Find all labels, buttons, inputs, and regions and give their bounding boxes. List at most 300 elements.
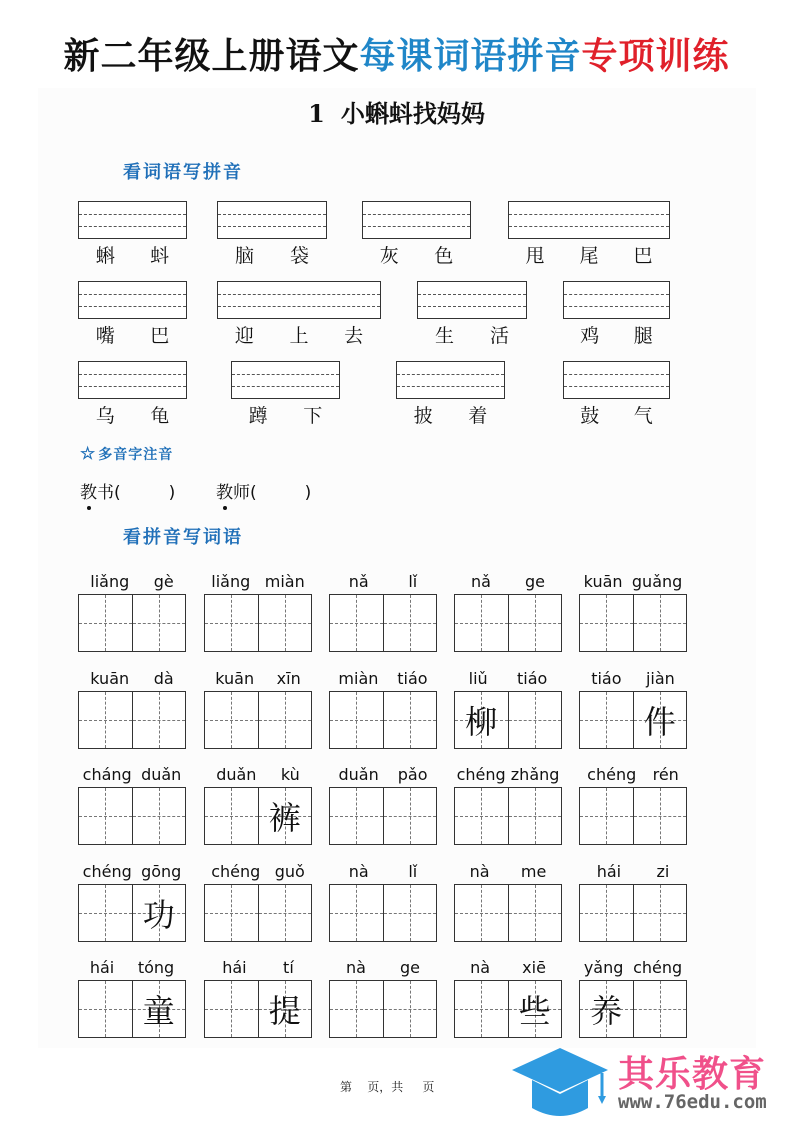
tianzige-grid (329, 884, 437, 942)
hint-character: 童 (142, 992, 175, 1030)
word-char: 上 (289, 325, 309, 347)
character-cell[interactable] (330, 692, 383, 748)
pinyin-syllable: gè (153, 572, 174, 591)
pinyin-syllable: dà (153, 669, 174, 688)
pinyin-label (204, 958, 312, 980)
character-cell[interactable] (79, 788, 132, 844)
word-char: 气 (633, 405, 653, 427)
guide-line (363, 214, 470, 215)
character-cell[interactable] (79, 595, 132, 651)
word-label (78, 241, 187, 268)
hint-character (509, 692, 562, 748)
character-cell[interactable] (455, 981, 508, 1037)
hint-character (259, 885, 312, 941)
title-part-training: 专项训练 (581, 36, 730, 77)
character-cell[interactable] (258, 885, 312, 941)
hint-character (79, 692, 132, 748)
guide-line (79, 374, 186, 375)
hint-character (384, 981, 437, 1037)
hint-character (205, 788, 258, 844)
word-char: 去 (344, 325, 364, 347)
tianzige-grid (579, 980, 687, 1038)
word-char: 鸡 (580, 325, 600, 347)
pinyin-syllable: kù (280, 765, 300, 784)
character-cell[interactable] (205, 981, 258, 1037)
tianzige-grid (204, 787, 312, 845)
word-label (563, 321, 670, 348)
word-char: 脑 (234, 245, 254, 267)
pinyin-word-item (329, 669, 437, 749)
word-label (78, 321, 187, 348)
word-char: 下 (303, 405, 323, 427)
word-label (78, 401, 187, 428)
guide-line (418, 294, 526, 295)
hint-character (455, 595, 508, 651)
hint-character (634, 788, 687, 844)
pinyin-word-item (78, 572, 186, 652)
polyphone-item (80, 478, 175, 503)
pinyin-syllable: xīn (276, 669, 301, 688)
tianzige-grid (579, 787, 687, 845)
pinyin-syllable: nǎ (471, 572, 491, 591)
pinyin-word-item (78, 862, 186, 942)
pinyin-word-item (579, 572, 687, 652)
tianzige-grid (204, 594, 312, 652)
guide-line (397, 386, 504, 387)
character-cell[interactable] (633, 595, 687, 651)
guide-line (564, 294, 669, 295)
word-label (362, 241, 471, 268)
character-cell[interactable] (508, 692, 562, 748)
lesson-title (0, 94, 793, 129)
pinyin-syllable: ge (399, 958, 420, 977)
hint-character: 养 (590, 992, 623, 1030)
character-cell[interactable] (580, 595, 633, 651)
pinyin-answer-box[interactable] (217, 201, 327, 239)
pinyin-syllable: xiē (522, 958, 546, 977)
pinyin-syllable: duǎn (338, 765, 379, 784)
hint-character (79, 885, 132, 941)
pinyin-syllable: nà (348, 862, 369, 881)
hint-character: 提 (268, 992, 301, 1030)
guide-line (218, 294, 380, 295)
pinyin-syllable: rén (652, 765, 679, 784)
word-label (231, 401, 340, 428)
pinyin-word-item (78, 765, 186, 845)
pinyin-label (78, 765, 186, 787)
pinyin-word-item (329, 765, 437, 845)
hint-character (133, 788, 186, 844)
guide-line (397, 374, 504, 375)
pinyin-syllable: me (520, 862, 547, 881)
tianzige-grid (78, 594, 186, 652)
pinyin-syllable: tiáo (591, 669, 622, 688)
hint-character (330, 595, 383, 651)
word-char: 袋 (289, 245, 309, 267)
pinyin-label (454, 958, 562, 980)
tianzige-grid (204, 691, 312, 749)
guide-line (79, 294, 186, 295)
title-part-grade: 新二年级上册语文 (63, 36, 360, 77)
pinyin-answer-box[interactable] (362, 201, 471, 239)
guide-line (509, 226, 669, 227)
pinyin-syllable: miàn (338, 669, 379, 688)
guide-line (79, 386, 186, 387)
character-cell[interactable] (205, 788, 258, 844)
pinyin-label (454, 765, 562, 787)
word-char: 灰 (379, 245, 399, 267)
pinyin-syllable: zhǎng (510, 765, 560, 784)
guide-line (363, 226, 470, 227)
dotted-char: 教 (216, 483, 233, 503)
character-cell[interactable] (508, 981, 562, 1037)
hint-character (330, 981, 383, 1037)
word-char: 巴 (150, 325, 170, 347)
character-cell[interactable] (132, 692, 186, 748)
hint-character (205, 885, 258, 941)
pinyin-label (454, 862, 562, 884)
pinyin-syllable: nà (469, 862, 490, 881)
polyphone-word-rest: 书 (97, 483, 114, 503)
polyphone-item (216, 478, 311, 503)
pinyin-label (329, 765, 437, 787)
pinyin-word-item (204, 669, 312, 749)
hint-character (509, 885, 562, 941)
pinyin-word-item (454, 958, 562, 1038)
hint-character (79, 981, 132, 1037)
character-cell[interactable] (330, 885, 383, 941)
character-cell[interactable] (132, 595, 186, 651)
character-cell[interactable] (383, 981, 437, 1037)
pinyin-label (579, 669, 687, 691)
pinyin-label (329, 958, 437, 980)
pinyin-word-item (329, 958, 437, 1038)
pinyin-label (329, 572, 437, 594)
hint-character (634, 981, 687, 1037)
character-cell[interactable] (79, 885, 132, 941)
pinyin-answer-box[interactable] (78, 201, 187, 239)
hint-character: 柳 (465, 703, 498, 741)
tianzige-grid (454, 884, 562, 942)
hint-character (205, 981, 258, 1037)
pinyin-label (454, 669, 562, 691)
tianzige-grid (454, 691, 562, 749)
word-char: 生 (434, 325, 454, 347)
pinyin-syllable: ge (524, 572, 545, 591)
character-cell[interactable] (79, 981, 132, 1037)
pinyin-word-item (454, 669, 562, 749)
guide-line (232, 386, 339, 387)
word-char: 甩 (525, 245, 545, 267)
guide-line (218, 306, 380, 307)
pinyin-syllable: guǎng (631, 572, 683, 591)
tianzige-grid (78, 691, 186, 749)
character-cell[interactable] (330, 788, 383, 844)
pinyin-syllable: liǎng (90, 572, 130, 591)
hint-character (384, 788, 437, 844)
dotted-char: 教 (80, 483, 97, 503)
word-char: 蹲 (248, 405, 268, 427)
character-cell[interactable] (633, 885, 687, 941)
pinyin-word-item (454, 765, 562, 845)
character-cell[interactable] (258, 595, 312, 651)
character-cell[interactable] (455, 788, 508, 844)
brand-name: 其乐教育 (618, 1054, 767, 1095)
word-label (417, 321, 527, 348)
hint-character (509, 595, 562, 651)
guide-line (79, 214, 186, 215)
tianzige-grid (78, 884, 186, 942)
word-label (217, 321, 381, 348)
pinyin-label (78, 862, 186, 884)
pinyin-syllable: chéng (456, 765, 506, 784)
guide-line (79, 226, 186, 227)
pinyin-label (579, 572, 687, 594)
character-cell[interactable] (383, 692, 437, 748)
character-cell[interactable] (258, 692, 312, 748)
close-paren: ) (168, 483, 176, 503)
pinyin-syllable: kuān (583, 572, 623, 591)
pinyin-syllable: guǒ (274, 862, 305, 881)
word-char: 色 (434, 245, 454, 267)
word-char: 蚪 (150, 245, 170, 267)
pinyin-word-item (329, 862, 437, 942)
pinyin-label (78, 572, 186, 594)
hint-character (455, 981, 508, 1037)
hint-character: 裤 (268, 799, 301, 837)
word-char: 尾 (579, 245, 599, 267)
pinyin-answer-box[interactable] (417, 281, 527, 319)
section-heading-polyphone (80, 444, 173, 464)
pinyin-label (329, 862, 437, 884)
tianzige-grid (329, 594, 437, 652)
close-paren: ) (304, 483, 312, 503)
word-char: 巴 (633, 245, 653, 267)
character-cell[interactable] (580, 692, 633, 748)
pinyin-syllable: lǐ (408, 862, 418, 881)
word-char: 着 (468, 405, 488, 427)
pinyin-syllable: duǎn (216, 765, 257, 784)
tianzige-grid (579, 884, 687, 942)
pinyin-answer-box[interactable] (396, 361, 505, 399)
pinyin-label (204, 765, 312, 787)
pinyin-answer-box[interactable] (78, 281, 187, 319)
word-char: 蝌 (95, 245, 115, 267)
hint-character (455, 885, 508, 941)
hint-character (330, 885, 383, 941)
pinyin-syllable: chéng (211, 862, 261, 881)
guide-line (79, 306, 186, 307)
pinyin-word-item (454, 862, 562, 942)
pinyin-syllable: kuān (215, 669, 255, 688)
hint-character (634, 595, 687, 651)
star-icon: ☆ (80, 444, 97, 464)
pinyin-syllable: duǎn (141, 765, 182, 784)
pinyin-syllable: tóng (137, 958, 175, 977)
hint-character (133, 692, 186, 748)
guide-line (418, 306, 526, 307)
guide-line (564, 306, 669, 307)
section-heading-words-to-pinyin: 看词语写拼音 (123, 162, 243, 183)
pinyin-label (454, 572, 562, 594)
tianzige-grid (579, 691, 687, 749)
pinyin-syllable: gōng (141, 862, 182, 881)
tianzige-grid (454, 980, 562, 1038)
pinyin-word-item (454, 572, 562, 652)
pinyin-syllable: jiàn (645, 669, 675, 688)
character-cell[interactable] (258, 981, 312, 1037)
pinyin-word-item (78, 958, 186, 1038)
hint-character (580, 692, 633, 748)
word-label (508, 241, 670, 268)
word-label (217, 241, 327, 268)
open-paren: ( (114, 483, 121, 503)
hint-character (455, 788, 508, 844)
character-cell[interactable] (205, 692, 258, 748)
pinyin-word-item (204, 958, 312, 1038)
section-heading-pinyin-to-words: 看拼音写词语 (123, 527, 243, 548)
hint-character (79, 595, 132, 651)
character-cell[interactable] (258, 788, 312, 844)
hint-character (384, 885, 437, 941)
hint-character (259, 595, 312, 651)
graduation-cap-icon (510, 1046, 610, 1120)
word-char: 嘴 (95, 325, 115, 347)
word-char: 鼓 (580, 405, 600, 427)
character-cell[interactable] (633, 981, 687, 1037)
guide-line (218, 214, 326, 215)
tianzige-grid (329, 980, 437, 1038)
pinyin-answer-box[interactable] (508, 201, 670, 239)
word-char: 腿 (633, 325, 653, 347)
pinyin-syllable: zi (656, 862, 670, 881)
character-cell[interactable] (383, 885, 437, 941)
brand-watermark (510, 1044, 793, 1122)
pinyin-syllable: chéng (587, 765, 637, 784)
character-cell[interactable] (580, 981, 633, 1037)
tianzige-grid (454, 787, 562, 845)
character-cell[interactable] (455, 595, 508, 651)
pinyin-label (78, 958, 186, 980)
pinyin-word-item (579, 958, 687, 1038)
pinyin-syllable: nà (470, 958, 491, 977)
guide-line (564, 374, 669, 375)
pinyin-syllable: liǔ (468, 669, 488, 688)
pinyin-answer-box[interactable] (563, 361, 670, 399)
character-cell[interactable] (330, 595, 383, 651)
hint-character (509, 788, 562, 844)
pinyin-label (204, 862, 312, 884)
pinyin-answer-box[interactable] (563, 281, 670, 319)
pinyin-word-item (579, 669, 687, 749)
character-cell[interactable] (383, 595, 437, 651)
hint-character: 些 (518, 992, 551, 1030)
character-cell[interactable] (205, 885, 258, 941)
character-cell[interactable] (508, 788, 562, 844)
character-cell[interactable] (132, 885, 186, 941)
hint-character (205, 692, 258, 748)
pinyin-syllable: pǎo (397, 765, 428, 784)
lesson-name: 小蝌蚪找妈妈 (340, 99, 485, 128)
pinyin-answer-box[interactable] (78, 361, 187, 399)
lesson-number: 1 (308, 99, 325, 128)
hint-character (384, 595, 437, 651)
character-cell[interactable] (633, 692, 687, 748)
tianzige-grid (579, 594, 687, 652)
character-cell[interactable] (455, 692, 508, 748)
polyphone-heading-text: 多音字注音 (98, 447, 174, 463)
pinyin-word-item (204, 862, 312, 942)
character-cell[interactable] (508, 595, 562, 651)
character-cell[interactable] (455, 885, 508, 941)
tianzige-grid (78, 787, 186, 845)
character-cell[interactable] (205, 595, 258, 651)
guide-line (232, 374, 339, 375)
pinyin-label (579, 958, 687, 980)
word-char: 披 (413, 405, 433, 427)
word-label (563, 401, 670, 428)
pinyin-syllable: cháng (82, 765, 132, 784)
pinyin-label (579, 765, 687, 787)
page-title (0, 28, 793, 79)
tianzige-grid (204, 884, 312, 942)
brand-url: www.76edu.com (618, 1091, 767, 1113)
pinyin-answer-box[interactable] (231, 361, 340, 399)
pinyin-word-item (579, 862, 687, 942)
pinyin-syllable: hái (89, 958, 115, 977)
pinyin-syllable: chéng (82, 862, 132, 881)
pinyin-syllable: tiáo (517, 669, 548, 688)
hint-character (133, 595, 186, 651)
tianzige-grid (78, 980, 186, 1038)
character-cell[interactable] (580, 788, 633, 844)
hint-character: 功 (142, 896, 175, 934)
hint-character (330, 788, 383, 844)
character-cell[interactable] (633, 788, 687, 844)
tianzige-grid (329, 691, 437, 749)
pinyin-syllable: kuān (90, 669, 130, 688)
guide-line (564, 386, 669, 387)
pinyin-syllable: yǎng (583, 958, 624, 977)
pinyin-syllable: tí (283, 958, 294, 977)
hint-character (634, 885, 687, 941)
hint-character: 件 (643, 703, 676, 741)
character-cell[interactable] (79, 692, 132, 748)
character-cell[interactable] (330, 981, 383, 1037)
pinyin-word-item (78, 669, 186, 749)
pinyin-word-item (329, 572, 437, 652)
character-cell[interactable] (383, 788, 437, 844)
word-char: 龟 (150, 405, 170, 427)
pinyin-label (204, 572, 312, 594)
character-cell[interactable] (132, 788, 186, 844)
pinyin-answer-box[interactable] (217, 281, 381, 319)
pinyin-syllable: hái (222, 958, 247, 977)
pinyin-label (78, 669, 186, 691)
pinyin-syllable: nǎ (348, 572, 369, 591)
character-cell[interactable] (580, 885, 633, 941)
hint-character (79, 788, 132, 844)
guide-line (218, 226, 326, 227)
word-label (396, 401, 505, 428)
pinyin-word-item (204, 572, 312, 652)
hint-character (384, 692, 437, 748)
pinyin-syllable: lǐ (408, 572, 418, 591)
character-cell[interactable] (508, 885, 562, 941)
word-char: 活 (489, 325, 509, 347)
character-cell[interactable] (132, 981, 186, 1037)
pinyin-label (329, 669, 437, 691)
